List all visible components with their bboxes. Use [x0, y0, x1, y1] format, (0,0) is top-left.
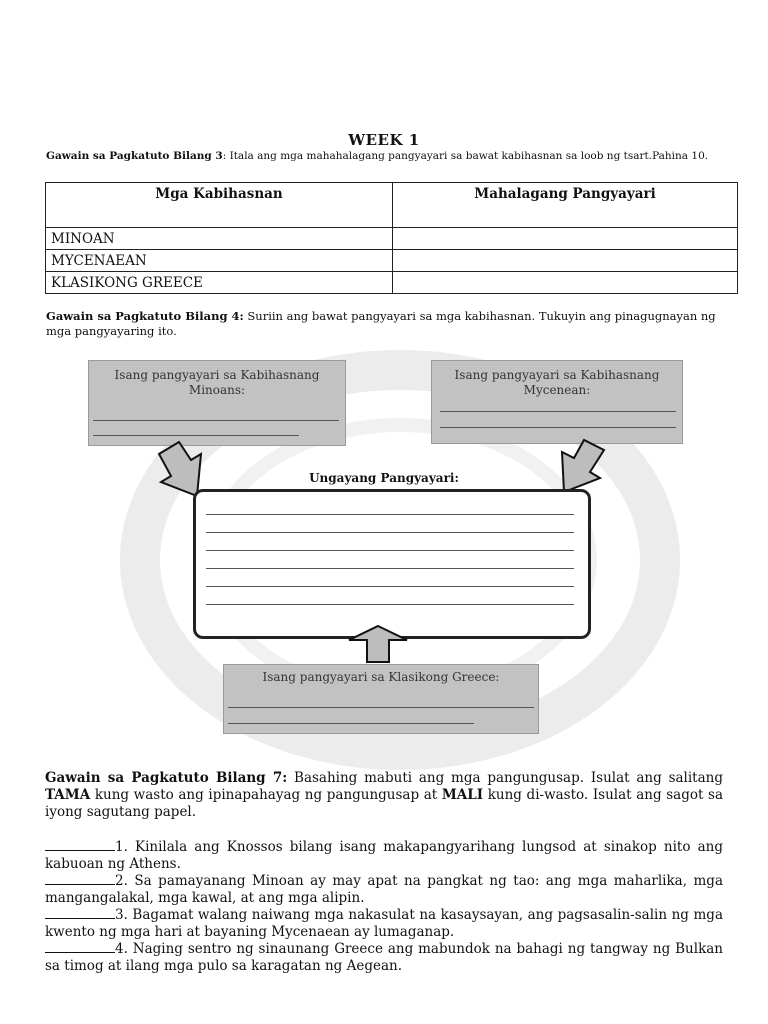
answer-line[interactable] [228, 707, 534, 708]
row-label-mycenaean: MYCENAEAN [46, 250, 393, 272]
answer-line[interactable] [206, 604, 574, 605]
activity-3-instruction [46, 149, 746, 163]
activity-7-text: kung di-wasto. Isulat ang sagot sa iyong sagutang papel. [45, 787, 724, 820]
list-item [45, 940, 723, 975]
week-title: WEEK 1 [348, 131, 420, 149]
activity-4-instruction [46, 309, 726, 339]
mycenean-event-box [431, 360, 683, 444]
answer-line[interactable] [228, 723, 474, 724]
activity-4-text: Suriin ang bawat pangyayari sa mga kabihasnan. Tukuyin ang pinagugnayan ng mga pangyayaring ito. [46, 309, 716, 338]
activity-7-label: Gawain sa Pagkatuto Bilang 7: [45, 770, 288, 786]
activity-4-label: Gawain sa Pagkatuto Bilang 4: [46, 309, 244, 323]
minoan-event-box [88, 360, 346, 446]
chart-table [45, 182, 738, 294]
row-label-minoan: MINOAN [46, 228, 393, 250]
center-box-title: Ungayang Pangyayari: [309, 471, 459, 485]
answer-line[interactable] [206, 568, 574, 569]
col-header-pangyayari: Mahalagang Pangyayari [393, 183, 738, 228]
item-text: 4. Naging sentro ng sinaunang Greece ang mabundok na bahagi ng tangway ng Bulkan sa timog at ilang mga pulo sa karagatan ng Aegean. [45, 941, 723, 974]
related-event-box [193, 489, 591, 639]
answer-line[interactable] [440, 411, 676, 412]
activity-7-text: kung wasto ang ipinapahayag ng pangungusap at [90, 787, 442, 803]
answer-line[interactable] [206, 532, 574, 533]
list-item [45, 872, 723, 907]
activity-7-instruction [45, 770, 723, 821]
answer-line[interactable] [440, 427, 676, 428]
answer-line[interactable] [206, 586, 574, 587]
answer-cell[interactable] [393, 228, 738, 250]
tama-word: TAMA [45, 787, 91, 803]
answer-cell[interactable] [393, 250, 738, 272]
table-row [46, 272, 738, 294]
table-header-row [46, 183, 738, 228]
greece-box-label: Isang pangyayari sa Klasikong Greece: [262, 670, 500, 684]
answer-blank[interactable] [45, 906, 115, 919]
list-item [45, 906, 723, 941]
activity-7-text: Basahing mabuti ang mga pangungusap. Isulat ang salitang [287, 770, 723, 786]
activity-3-text: : Itala ang mga mahahalagang pangyayari sa bawat kabihasnan sa loob ng tsart.Pahina 10. [222, 150, 709, 162]
klasikong-greece-event-box [223, 664, 539, 734]
answer-line[interactable] [206, 514, 574, 515]
row-label-klasikong-greece: KLASIKONG GREECE [46, 272, 393, 294]
table-row [46, 250, 738, 272]
col-header-kabihasnan: Mga Kabihasnan [46, 183, 393, 228]
answer-line[interactable] [206, 550, 574, 551]
item-text: 1. Kinilala ang Knossos bilang isang makapangyarihang lungsod at sinakop nito ang kabuoan ng Athens. [45, 839, 723, 872]
answer-line[interactable] [93, 435, 299, 436]
item-text: 2. Sa pamayanang Minoan ay may apat na pangkat ng tao: ang mga maharlika, mga mangangalakal, mga kawal, at ang mga alipin. [45, 873, 723, 906]
answer-blank[interactable] [45, 940, 115, 953]
arrow-up-icon [343, 624, 413, 664]
list-item [45, 838, 723, 873]
minoan-box-label: Isang pangyayari sa Kabihasnang Minoans: [114, 368, 320, 397]
table-row [46, 228, 738, 250]
answer-blank[interactable] [45, 872, 115, 885]
answer-line[interactable] [93, 420, 339, 421]
item-text: 3. Bagamat walang naiwang mga nakasulat na kasaysayan, ang pagsasalin-salin ng mga kwento ng mga hari at bayaning Mycenaean ay lumaganap. [45, 907, 723, 940]
answer-cell[interactable] [393, 272, 738, 294]
mali-word: MALI [441, 787, 484, 803]
activity-3-label: Gawain sa Pagkatuto Bilang 3 [46, 150, 223, 162]
mycenean-box-label: Isang pangyayari sa Kabihasnang Mycenean: [454, 368, 660, 397]
answer-blank[interactable] [45, 838, 115, 851]
